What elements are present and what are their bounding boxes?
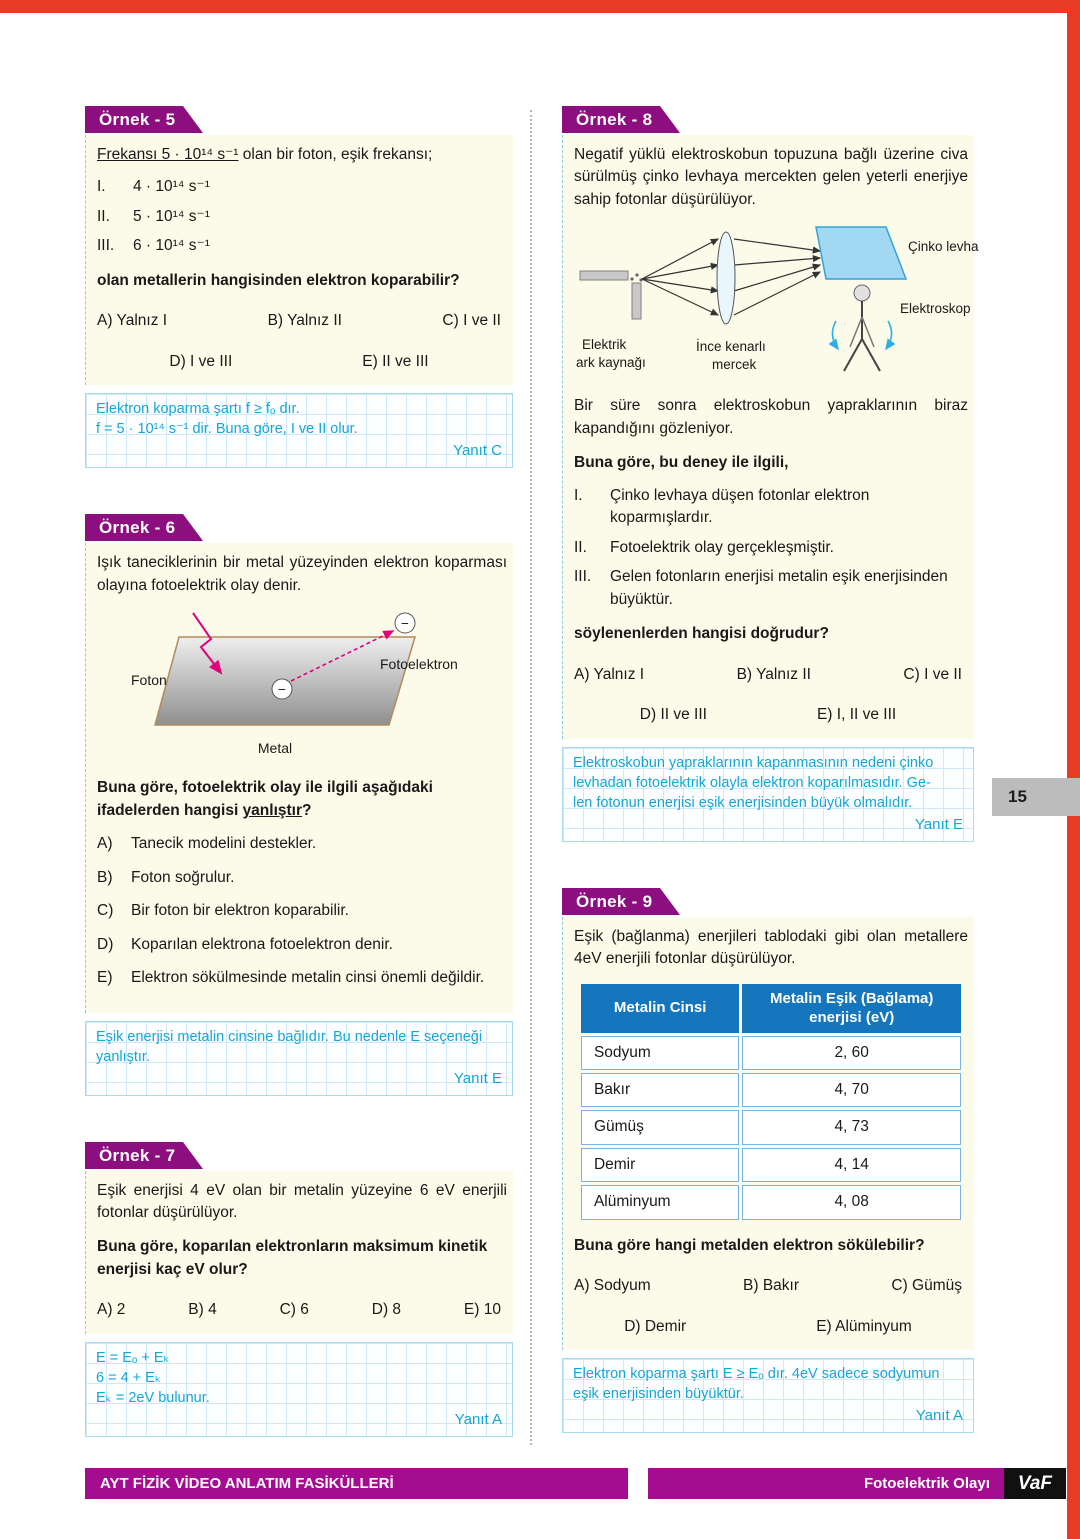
option: D) Demir bbox=[624, 1317, 687, 1335]
footer-topic-bar bbox=[648, 1468, 1066, 1499]
arc-source-label-line1: Elektrik bbox=[582, 337, 627, 353]
option: A) Sodyum bbox=[574, 1277, 651, 1295]
roman-text: Çinko levhaya düşen fotonlar elektron koparmışlardır. bbox=[610, 486, 870, 527]
example-5-question: olan metallerin hangisinden elektron koparabilir? bbox=[97, 271, 460, 289]
example-6-question bbox=[97, 777, 507, 822]
threshold-energy-table bbox=[578, 981, 964, 1223]
table-header-metal: Metalin Cinsi bbox=[581, 984, 739, 1033]
option bbox=[97, 867, 507, 889]
publisher-logo: VaF bbox=[1004, 1468, 1066, 1499]
options-row-2 bbox=[97, 351, 507, 373]
example-9-intro: Eşik (bağlanma) enerjileri tablodaki gibi olan metallere 4eV enerjili fotonlar düşürülüyor. bbox=[574, 927, 968, 968]
metal-name: Demir bbox=[581, 1148, 739, 1182]
example-8-question: söylenenlerden hangisi doğrudur? bbox=[574, 625, 829, 643]
electron-minus: − bbox=[401, 616, 409, 632]
option: A) 2 bbox=[97, 1301, 126, 1319]
option-text: Foton soğrulur. bbox=[131, 868, 235, 886]
option bbox=[97, 833, 507, 855]
fotoelektron-label: Fotoelektron bbox=[380, 656, 458, 673]
option bbox=[97, 934, 507, 956]
lens-label-line1: İnce kenarlı bbox=[696, 339, 766, 355]
option: B) Yalnız II bbox=[736, 665, 811, 683]
metal-energy: 4, 14 bbox=[742, 1148, 961, 1182]
example-8-observation: Bir süre sonra elektroskobun yapraklarının biraz kapandığını gözleniyor. bbox=[574, 397, 968, 437]
table-header-row bbox=[581, 984, 961, 1033]
roman-numeral: II. bbox=[574, 538, 587, 556]
header-line-1: Metalin Eşik (Bağlama) bbox=[769, 989, 934, 1007]
solution-line: levhadan fotoelektrik olayla elektron koparılmasıdır. Ge- bbox=[573, 774, 931, 791]
roman-item bbox=[574, 485, 968, 530]
metal-energy: 4, 70 bbox=[742, 1073, 961, 1107]
example-7 bbox=[85, 1142, 513, 1437]
electroscope bbox=[832, 285, 891, 371]
lettered-options bbox=[97, 833, 507, 989]
example-9-question: Buna göre hangi metalden elektron sökülebilir? bbox=[574, 1236, 925, 1254]
example-8-intro: Negatif yüklü elektroskobun topuzuna bağlı üzerine civa sürülmüş çinko levhaya mercekten gelen yeterli enerjiye sahip fotonlar düşürülüyor. bbox=[574, 146, 968, 208]
solution-line: Elektron koparma şartı f ≥ fₒ dır. bbox=[96, 401, 300, 418]
roman-text: 6 · 10¹⁴ s⁻¹ bbox=[133, 237, 210, 255]
example-8-title: Örnek - 8 bbox=[576, 110, 653, 129]
solution-line: E = Eₒ + Eₖ bbox=[96, 1349, 170, 1366]
option: B) 4 bbox=[188, 1301, 217, 1319]
options-row-2 bbox=[574, 1316, 968, 1338]
example-8-badge bbox=[562, 106, 660, 133]
option: C) I ve II bbox=[903, 665, 962, 683]
example-7-badge bbox=[85, 1142, 183, 1169]
header-line-2: enerjisi (eV) bbox=[809, 1009, 895, 1026]
solution-line: yanlıştır. bbox=[96, 1048, 150, 1065]
option: C) Gümüş bbox=[891, 1277, 962, 1295]
example-8-solution bbox=[562, 747, 974, 842]
solution-line: Elektroskobun yapraklarının kapanmasının nedeni çinko bbox=[573, 754, 934, 771]
lens bbox=[717, 232, 735, 324]
intro-rest: olan bir foton, eşik frekansı; bbox=[238, 146, 433, 163]
option-text: Elektron sökülmesinde metalin cinsi önemli değildir. bbox=[131, 969, 485, 987]
question-end: ? bbox=[302, 801, 312, 819]
question-underlined: yanlıştır bbox=[242, 801, 303, 819]
option: C) 6 bbox=[279, 1301, 309, 1319]
page-number-tab bbox=[992, 778, 1080, 816]
footer-series-title: AYT FİZİK VİDEO ANLATIM FASİKÜLLERİ bbox=[100, 1475, 394, 1492]
roman-numeral: II. bbox=[97, 207, 110, 225]
option-letter: A) bbox=[97, 835, 113, 853]
intro-underlined: Frekansı 5 · 10¹⁴ s⁻¹ bbox=[97, 146, 239, 163]
option: E) 10 bbox=[463, 1301, 501, 1319]
roman-numeral: I. bbox=[97, 178, 106, 196]
options-row-2 bbox=[574, 704, 968, 726]
roman-numeral: III. bbox=[574, 568, 592, 586]
example-7-intro: Eşik enerjisi 4 eV olan bir metalin yüzeyine 6 eV enerjili fotonlar düşürülüyor. bbox=[97, 1181, 507, 1221]
options-row-1 bbox=[574, 664, 968, 686]
roman-numeral: I. bbox=[574, 486, 583, 504]
roman-item bbox=[97, 206, 507, 228]
column-divider bbox=[530, 110, 532, 1445]
example-7-question: Buna göre, koparılan elektronların maksimum kinetik enerjisi kaç eV olur? bbox=[97, 1238, 488, 1278]
option: A) Yalnız I bbox=[574, 665, 645, 683]
arc-source bbox=[580, 271, 643, 319]
example-8-question-block bbox=[562, 135, 979, 739]
option: E) I, II ve III bbox=[816, 706, 897, 724]
solution-line: f = 5 · 10¹⁴ s⁻¹ dir. Buna göre, I ve II olur. bbox=[96, 421, 358, 438]
option-letter: B) bbox=[97, 868, 113, 886]
option bbox=[97, 900, 507, 922]
roman-text: Gelen fotonların enerjisi metalin eşik enerjisinden büyüktür. bbox=[610, 568, 948, 608]
electron-minus: − bbox=[278, 682, 286, 698]
example-6 bbox=[85, 514, 513, 1095]
example-5-badge bbox=[85, 106, 183, 133]
electroscope-label: Elektroskop bbox=[900, 301, 971, 317]
example-5 bbox=[85, 106, 513, 468]
question-start: Buna göre, fotoelektrik olay ile ilgili aşağıdaki ifadelerden hangisi bbox=[97, 779, 433, 819]
option bbox=[97, 967, 507, 989]
solution-line: Elektron koparma şartı E ≥ Eₒ dır. 4eV sadece sodyumun bbox=[573, 1366, 940, 1383]
metal-label: Metal bbox=[257, 740, 293, 757]
solution-line: 6 = 4 + Eₖ bbox=[96, 1369, 162, 1386]
example-9-title: Örnek - 9 bbox=[576, 891, 653, 911]
example-6-title: Örnek - 6 bbox=[99, 518, 176, 538]
left-column bbox=[85, 106, 513, 1483]
table-row bbox=[581, 1148, 961, 1182]
example-8 bbox=[562, 106, 979, 842]
example-5-title: Örnek - 5 bbox=[99, 110, 176, 129]
roman-item bbox=[97, 235, 507, 257]
metal-energy: 4, 08 bbox=[742, 1185, 961, 1219]
option: B) Bakır bbox=[743, 1277, 800, 1295]
example-9-solution bbox=[562, 1358, 974, 1433]
footer-topic-title: Fotoelektrik Olayı bbox=[863, 1475, 990, 1492]
option: D) 8 bbox=[371, 1301, 402, 1319]
right-column bbox=[562, 106, 979, 1479]
example-6-intro: Işık taneciklerinin bir metal yüzeyinden elektron koparması olayına fotoelektrik olay denir. bbox=[97, 554, 507, 594]
table-row bbox=[581, 1185, 961, 1219]
metal-energy: 2, 60 bbox=[742, 1036, 961, 1070]
right-edge-bar bbox=[1067, 0, 1080, 1539]
zinc-plate-label: Çinko levha bbox=[908, 239, 979, 255]
roman-item bbox=[97, 176, 507, 198]
option: E) II ve III bbox=[362, 352, 429, 370]
arc-source-label-line2: ark kaynağı bbox=[576, 355, 646, 371]
photoelectric-metal-diagram bbox=[97, 607, 507, 765]
example-7-solution bbox=[85, 1342, 513, 1437]
options-row-1 bbox=[97, 310, 507, 332]
answer-label: Yanıt E bbox=[453, 1069, 502, 1087]
metal-name: Gümüş bbox=[581, 1110, 739, 1144]
metal-name: Alüminyum bbox=[581, 1185, 739, 1219]
example-6-solution bbox=[85, 1021, 513, 1096]
page-number: 15 bbox=[1008, 787, 1027, 806]
answer-label: Yanıt C bbox=[453, 442, 502, 460]
example-5-solution bbox=[85, 393, 513, 468]
metal-name: Bakır bbox=[581, 1073, 739, 1107]
example-5-question-block bbox=[85, 135, 513, 385]
roman-text: 4 · 10¹⁴ s⁻¹ bbox=[133, 178, 210, 196]
example-7-title: Örnek - 7 bbox=[99, 1145, 176, 1165]
roman-numeral: III. bbox=[97, 237, 115, 255]
electroscope-experiment-diagram bbox=[574, 221, 984, 391]
roman-text: 5 · 10¹⁴ s⁻¹ bbox=[133, 207, 210, 225]
zinc-plate bbox=[816, 227, 906, 279]
table-row bbox=[581, 1036, 961, 1070]
metal-name: Sodyum bbox=[581, 1036, 739, 1070]
solution-line: Eşik enerjisi metalin cinsine bağlıdır. Bu nedenle E seçeneği bbox=[96, 1028, 483, 1045]
example-6-question-block bbox=[85, 543, 513, 1012]
answer-label: Yanıt E bbox=[914, 815, 963, 833]
metal-energy: 4, 73 bbox=[742, 1110, 961, 1144]
option: B) Yalnız II bbox=[267, 312, 342, 330]
footer-series-bar bbox=[85, 1468, 628, 1499]
table-row bbox=[581, 1073, 961, 1107]
solution-line: Eₖ = 2eV bulunur. bbox=[96, 1389, 210, 1406]
example-5-intro bbox=[97, 144, 507, 166]
example-6-badge bbox=[85, 514, 183, 541]
option-text: Tanecik modelini destekler. bbox=[131, 835, 317, 853]
option: D) I ve III bbox=[169, 352, 233, 370]
example-9-question-block bbox=[562, 917, 974, 1351]
option-text: Koparılan elektrona fotoelektron denir. bbox=[131, 935, 393, 953]
roman-item bbox=[574, 537, 968, 559]
answer-label: Yanıt A bbox=[915, 1407, 963, 1425]
example-9 bbox=[562, 888, 974, 1434]
answer-label: Yanıt A bbox=[454, 1410, 502, 1428]
roman-text: Fotoelektrik olay gerçekleşmiştir. bbox=[610, 538, 834, 556]
option-letter: C) bbox=[97, 902, 114, 920]
lens-label-line2: mercek bbox=[712, 357, 757, 373]
solution-line: eşik enerjisinden büyüktür. bbox=[573, 1386, 744, 1403]
roman-item bbox=[574, 566, 968, 611]
options-row bbox=[97, 1299, 507, 1321]
option-letter: E) bbox=[97, 969, 113, 987]
option-letter: D) bbox=[97, 935, 114, 953]
option: A) Yalnız I bbox=[97, 312, 168, 330]
foton-label: Foton bbox=[131, 672, 167, 689]
example-7-question-block bbox=[85, 1171, 513, 1334]
option: D) II ve III bbox=[639, 706, 707, 724]
top-edge-bar bbox=[0, 0, 1080, 13]
example-9-badge bbox=[562, 888, 660, 915]
table-header-energy bbox=[742, 984, 961, 1033]
option: C) I ve II bbox=[442, 312, 501, 330]
solution-line: len fotonun enerjisi eşik enerjisinden büyük olmalıdır. bbox=[573, 794, 913, 811]
table-row bbox=[581, 1110, 961, 1144]
option-text: Bir foton bir elektron koparabilir. bbox=[131, 902, 349, 920]
option: E) Alüminyum bbox=[816, 1317, 912, 1335]
options-row-1 bbox=[574, 1275, 968, 1297]
example-8-lead: Buna göre, bu deney ile ilgili, bbox=[574, 454, 789, 472]
